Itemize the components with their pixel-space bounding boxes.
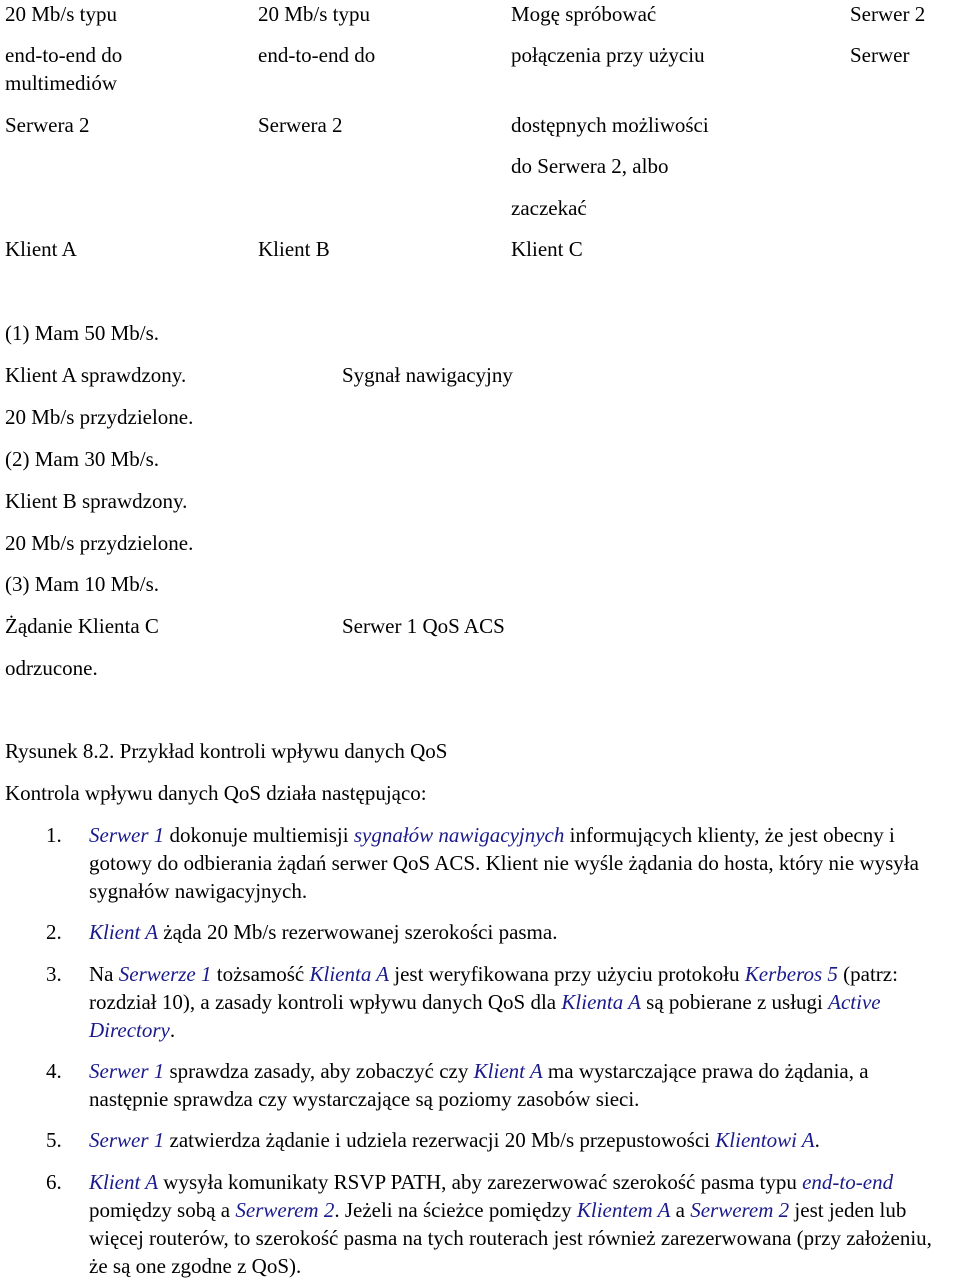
fig-col1-line4: Serwera 2 — [5, 113, 90, 137]
fig-col3-line2: połączenia przy użyciu — [511, 43, 705, 67]
highlighted-term: Klient A — [473, 1059, 543, 1083]
highlighted-term: Serwer 1 — [89, 1128, 165, 1152]
fig-col2-line1: 20 Mb/s typu — [258, 2, 371, 26]
beacon-label: Sygnał nawigacyjny — [342, 363, 513, 387]
step-text — [89, 1126, 951, 1154]
step-text-segment: informujących klienty, że jest obecny i gotowy do odbierania żądań serwer QoS ACS. Klient nie wyśle żądania do hosta, który nie wysyła sygnałów nawigacyjnych. — [89, 823, 919, 903]
step-text-segment: są pobierane z usługi — [640, 990, 829, 1014]
step-number: 3. — [46, 962, 62, 986]
acs-log-line8: Żądanie Klienta C — [5, 614, 159, 638]
intro-paragraph: Kontrola wpływu danych QoS działa następująco: — [5, 781, 427, 805]
step-text-segment: dokonuje multiemisji — [164, 823, 354, 847]
fig-col1-line1: 20 Mb/s typu — [5, 2, 118, 26]
highlighted-term: sygnałów nawigacyjnych — [353, 823, 565, 847]
highlighted-term: Serwer 1 — [89, 823, 165, 847]
step-text-segment: pomiędzy sobą a — [89, 1198, 236, 1222]
highlighted-term: Klient A — [89, 920, 159, 944]
highlighted-term: Klienta A — [309, 962, 390, 986]
step-number: 2. — [46, 920, 62, 944]
step-text-segment: (patrz: rozdział 10), a zasady kontroli wpływu danych QoS dla — [89, 962, 898, 1014]
fig-col3-line4: do Serwera 2, albo — [511, 154, 669, 178]
highlighted-term: end-to-end — [802, 1170, 894, 1194]
highlighted-term: Active Directory — [89, 990, 881, 1042]
client-a-label: Klient A — [5, 237, 77, 261]
step-text-segment: Na — [89, 962, 119, 986]
step-text-segment: jest weryfikowana przy użyciu protokołu — [389, 962, 745, 986]
client-b-label: Klient B — [258, 237, 330, 261]
fig-col3-line5: zaczekać — [511, 196, 587, 220]
highlighted-term: Serwerem 2 — [235, 1198, 335, 1222]
acs-log-line6: 20 Mb/s przydzielone. — [5, 531, 194, 555]
highlighted-term: Klientem A — [576, 1198, 671, 1222]
step-text-segment: żąda 20 Mb/s rezerwowanej szerokości pasma. — [158, 920, 558, 944]
step-number: 4. — [46, 1059, 62, 1083]
highlighted-term: Serwer 1 — [89, 1059, 165, 1083]
step-text-segment: wysyła komunikaty RSVP PATH, aby zarezerwować szerokość pasma typu — [158, 1170, 803, 1194]
acs-log-line7: (3) Mam 10 Mb/s. — [5, 572, 159, 596]
fig-col2-line3: Serwera 2 — [258, 113, 343, 137]
step-text-segment: . — [169, 1018, 176, 1042]
fig-col2-line2: end-to-end do — [258, 43, 376, 67]
step-text-segment: . Jeżeli na ścieżce pomiędzy — [334, 1198, 577, 1222]
step-text-segment: a — [670, 1198, 691, 1222]
step-text-segment: jest jeden lub więcej routerów, to szerokość pasma na tych routerach jest również zarezerwowana (przy założeniu, że są one zgodne z QoS). — [89, 1198, 932, 1278]
fig-col3-line1: Mogę spróbować — [511, 2, 657, 26]
step-text — [89, 821, 951, 905]
step-text — [89, 960, 951, 1044]
acs-log-line2: Klient A sprawdzony. — [5, 363, 187, 387]
step-number: 6. — [46, 1170, 62, 1194]
fig-col1-line3: multimediów — [5, 71, 117, 95]
step-text-segment: zatwierdza żądanie i udziela rezerwacji 20 Mb/s przepustowości — [164, 1128, 716, 1152]
step-text — [89, 918, 951, 946]
client-c-label: Klient C — [511, 237, 583, 261]
step-text-segment: sprawdza zasady, aby zobaczyć czy — [164, 1059, 474, 1083]
step-text — [89, 1168, 951, 1280]
fig-col3-line3: dostępnych możliwości — [511, 113, 709, 137]
figure-caption: Rysunek 8.2. Przykład kontroli wpływu danych QoS — [5, 739, 448, 763]
highlighted-term: Serwerze 1 — [118, 962, 212, 986]
highlighted-term: Klientowi A — [715, 1128, 815, 1152]
acs-log-line5: Klient B sprawdzony. — [5, 489, 188, 513]
step-text — [89, 1057, 951, 1113]
acs-log-line1: (1) Mam 50 Mb/s. — [5, 321, 159, 345]
fig-col4-line1: Serwer 2 — [850, 2, 926, 26]
server1-label: Serwer 1 QoS ACS — [342, 614, 505, 638]
highlighted-term: Klienta A — [561, 990, 641, 1014]
step-number: 5. — [46, 1128, 62, 1152]
fig-col1-line2: end-to-end do — [5, 43, 123, 67]
step-text-segment: tożsamość — [211, 962, 310, 986]
step-text-segment: . — [814, 1128, 820, 1152]
highlighted-term: Serwerem 2 — [690, 1198, 790, 1222]
highlighted-term: Klient A — [89, 1170, 159, 1194]
acs-log-line4: (2) Mam 30 Mb/s. — [5, 447, 159, 471]
step-number: 1. — [46, 823, 62, 847]
acs-log-line9: odrzucone. — [5, 656, 98, 680]
step-text-segment: ma wystarczające prawa do żądania, a następnie sprawdza czy wystarczające są poziomy zasobów sieci. — [89, 1059, 869, 1111]
highlighted-term: Kerberos 5 — [744, 962, 838, 986]
fig-col4-line2: Serwer — [850, 43, 910, 67]
acs-log-line3: 20 Mb/s przydzielone. — [5, 405, 194, 429]
